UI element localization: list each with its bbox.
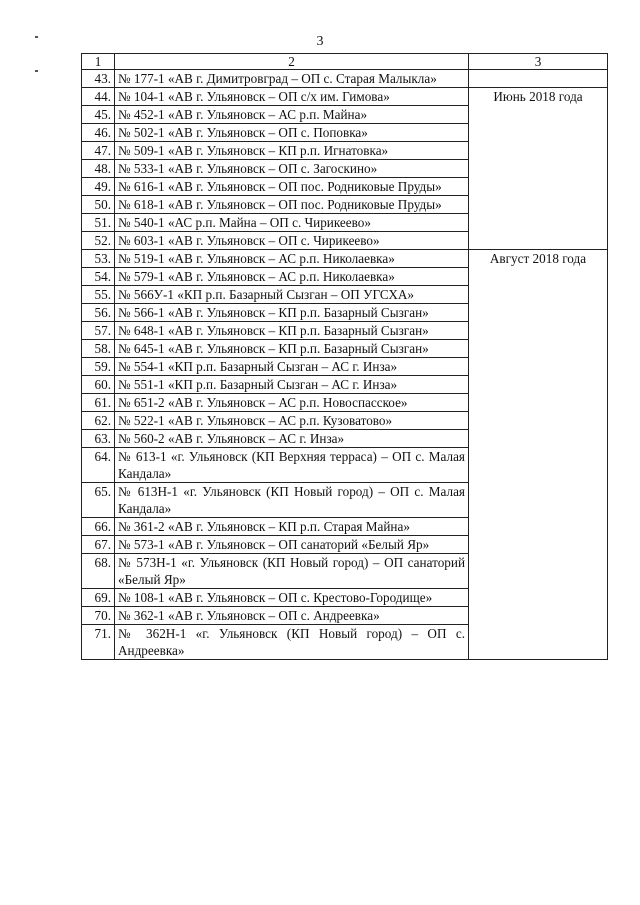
- period-cell: [469, 376, 608, 394]
- period-cell: [469, 106, 608, 124]
- row-number: 46.: [82, 124, 115, 142]
- period-cell: [469, 589, 608, 607]
- table-row: [82, 483, 608, 518]
- table-row: [82, 358, 608, 376]
- table-row: [82, 394, 608, 412]
- row-number: 59.: [82, 358, 115, 376]
- period-cell: [469, 412, 608, 430]
- row-number: 44.: [82, 88, 115, 106]
- routes-table: [81, 53, 608, 660]
- row-number: 50.: [82, 196, 115, 214]
- table-row: [82, 554, 608, 589]
- period-cell: [469, 554, 608, 589]
- row-number: 67.: [82, 536, 115, 554]
- table-row: [82, 589, 608, 607]
- table-row: [82, 536, 608, 554]
- row-number: 45.: [82, 106, 115, 124]
- period-cell: [469, 536, 608, 554]
- route-name: № 452-1 «АВ г. Ульяновск – АС р.п. Майна»: [115, 106, 469, 124]
- table-row: [82, 196, 608, 214]
- row-number: 65.: [82, 483, 115, 518]
- table-header-row: [82, 54, 608, 70]
- route-name: № 509-1 «АВ г. Ульяновск – КП р.п. Игнатовка»: [115, 142, 469, 160]
- table-row: [82, 340, 608, 358]
- period-cell: [469, 214, 608, 232]
- route-name: № 361-2 «АВ г. Ульяновск – КП р.п. Старая Майна»: [115, 518, 469, 536]
- row-number: 49.: [82, 178, 115, 196]
- row-number: 62.: [82, 412, 115, 430]
- table-row: [82, 70, 608, 88]
- table-row: [82, 250, 608, 268]
- row-number: 43.: [82, 70, 115, 88]
- table-row: [82, 412, 608, 430]
- route-name: № 573Н-1 «г. Ульяновск (КП Новый город) – ОП санаторий «Белый Яр»: [115, 554, 469, 589]
- row-number: 57.: [82, 322, 115, 340]
- row-number: 54.: [82, 268, 115, 286]
- route-name: № 362-1 «АВ г. Ульяновск – ОП с. Андреевка»: [115, 607, 469, 625]
- row-number: 71.: [82, 625, 115, 660]
- period-cell: [469, 178, 608, 196]
- route-name: № 362Н-1 «г. Ульяновск (КП Новый город) – ОП с. Андреевка»: [115, 625, 469, 660]
- route-name: № 551-1 «КП р.п. Базарный Сызган – АС г. Инза»: [115, 376, 469, 394]
- route-name: № 603-1 «АВ г. Ульяновск – ОП с. Чирикеево»: [115, 232, 469, 250]
- period-cell: [469, 430, 608, 448]
- row-number: 58.: [82, 340, 115, 358]
- column-header: 2: [115, 54, 469, 70]
- row-number: 47.: [82, 142, 115, 160]
- period-cell: [469, 286, 608, 304]
- route-name: № 560-2 «АВ г. Ульяновск – АС г. Инза»: [115, 430, 469, 448]
- table-row: [82, 106, 608, 124]
- route-name: № 566У-1 «КП р.п. Базарный Сызган – ОП УГСХА»: [115, 286, 469, 304]
- route-name: № 645-1 «АВ г. Ульяновск – КП р.п. Базарный Сызган»: [115, 340, 469, 358]
- route-name: № 533-1 «АВ г. Ульяновск – ОП с. Загоскино»: [115, 160, 469, 178]
- period-cell: [469, 268, 608, 286]
- route-name: № 651-2 «АВ г. Ульяновск – АС р.п. Новоспасское»: [115, 394, 469, 412]
- period-cell: [469, 483, 608, 518]
- table-row: [82, 178, 608, 196]
- table-row: [82, 625, 608, 660]
- table-row: [82, 214, 608, 232]
- row-number: 69.: [82, 589, 115, 607]
- row-number: 51.: [82, 214, 115, 232]
- table-row: [82, 286, 608, 304]
- period-cell: [469, 625, 608, 660]
- period-cell: [469, 70, 608, 88]
- period-cell: Июнь 2018 года: [469, 88, 608, 106]
- route-name: № 616-1 «АВ г. Ульяновск – ОП пос. Родниковые Пруды»: [115, 178, 469, 196]
- row-number: 52.: [82, 232, 115, 250]
- route-name: № 108-1 «АВ г. Ульяновск – ОП с. Крестово-Городище»: [115, 589, 469, 607]
- route-name: № 502-1 «АВ г. Ульяновск – ОП с. Поповка»: [115, 124, 469, 142]
- route-name: № 613-1 «г. Ульяновск (КП Верхняя терраса) – ОП с. Малая Кандала»: [115, 448, 469, 483]
- table-row: [82, 430, 608, 448]
- route-name: № 573-1 «АВ г. Ульяновск – ОП санаторий «Белый Яр»: [115, 536, 469, 554]
- table-row: [82, 142, 608, 160]
- period-cell: [469, 196, 608, 214]
- scan-mark: [35, 70, 38, 72]
- row-number: 63.: [82, 430, 115, 448]
- table-row: [82, 160, 608, 178]
- route-name: № 613Н-1 «г. Ульяновск (КП Новый город) – ОП с. Малая Кандала»: [115, 483, 469, 518]
- table-row: [82, 518, 608, 536]
- row-number: 61.: [82, 394, 115, 412]
- row-number: 64.: [82, 448, 115, 483]
- period-cell: [469, 304, 608, 322]
- period-cell: [469, 124, 608, 142]
- row-number: 55.: [82, 286, 115, 304]
- page-number: 3: [316, 34, 324, 49]
- row-number: 56.: [82, 304, 115, 322]
- table-row: [82, 376, 608, 394]
- table-row: [82, 232, 608, 250]
- row-number: 60.: [82, 376, 115, 394]
- table-row: [82, 268, 608, 286]
- period-cell: [469, 232, 608, 250]
- route-name: № 566-1 «АВ г. Ульяновск – КП р.п. Базарный Сызган»: [115, 304, 469, 322]
- period-cell: [469, 142, 608, 160]
- period-cell: [469, 340, 608, 358]
- table-row: [82, 448, 608, 483]
- period-cell: [469, 394, 608, 412]
- row-number: 70.: [82, 607, 115, 625]
- route-name: № 579-1 «АВ г. Ульяновск – АС р.п. Николаевка»: [115, 268, 469, 286]
- table-row: [82, 88, 608, 106]
- period-cell: Август 2018 года: [469, 250, 608, 268]
- route-name: № 540-1 «АС р.п. Майна – ОП с. Чирикеево»: [115, 214, 469, 232]
- period-cell: [469, 358, 608, 376]
- period-cell: [469, 607, 608, 625]
- period-cell: [469, 160, 608, 178]
- period-cell: [469, 448, 608, 483]
- period-cell: [469, 518, 608, 536]
- route-name: № 618-1 «АВ г. Ульяновск – ОП пос. Родниковые Пруды»: [115, 196, 469, 214]
- table-row: [82, 124, 608, 142]
- table-row: [82, 322, 608, 340]
- column-header: 3: [469, 54, 608, 70]
- row-number: 48.: [82, 160, 115, 178]
- row-number: 68.: [82, 554, 115, 589]
- route-name: № 104-1 «АВ г. Ульяновск – ОП с/х им. Гимова»: [115, 88, 469, 106]
- scan-mark: [35, 36, 38, 38]
- row-number: 66.: [82, 518, 115, 536]
- period-cell: [469, 322, 608, 340]
- route-name: № 522-1 «АВ г. Ульяновск – АС р.п. Кузоватово»: [115, 412, 469, 430]
- table-row: [82, 607, 608, 625]
- row-number: 53.: [82, 250, 115, 268]
- table-row: [82, 304, 608, 322]
- route-name: № 519-1 «АВ г. Ульяновск – АС р.п. Николаевка»: [115, 250, 469, 268]
- route-name: № 648-1 «АВ г. Ульяновск – КП р.п. Базарный Сызган»: [115, 322, 469, 340]
- route-name: № 554-1 «КП р.п. Базарный Сызган – АС г. Инза»: [115, 358, 469, 376]
- route-name: № 177-1 «АВ г. Димитровград – ОП с. Старая Малыкла»: [115, 70, 469, 88]
- column-header: 1: [82, 54, 115, 70]
